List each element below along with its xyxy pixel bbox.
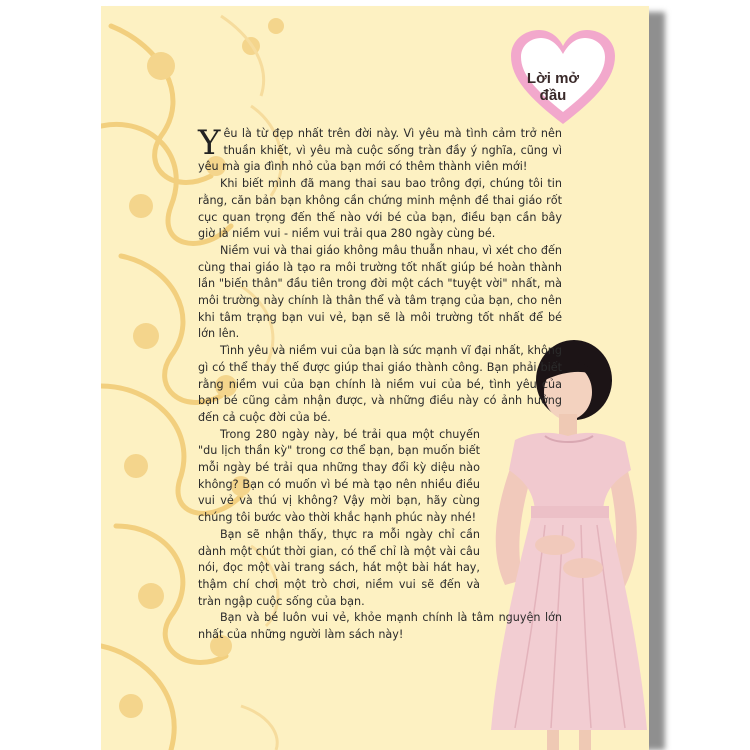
paragraph-2: Khi biết mình đã mang thai sau bao trông đợi, chúng tôi tin rằng, căn bản bạn không cần chứng minh mệnh đề thai giáo rốt cục quan trọng đến thế nào với bé của bạn, điều bạn cần bây giờ là niềm vui - niềm vui trải qua 280 ngày cùng bé.: [198, 177, 562, 241]
preface-text: [198, 123, 562, 644]
paragraph-1: [198, 123, 562, 176]
paragraph-4: Tình yêu và niềm vui của bạn là sức mạnh vĩ đại nhất, không gì có thể thay thế được giúp thai giáo thành công. Bạn phải biết rằng niềm vui của bạn chính là niềm vui của bé, tình yêu của bạn bé cũng cảm nhận được, và những điều này có ảnh hưởng đến cả cuộc đời của bé.: [198, 344, 562, 424]
drop-cap: Y: [198, 123, 221, 163]
paragraph-6: Bạn sẽ nhận thấy, thực ra mỗi ngày chỉ cần dành một chút thời gian, có thể chỉ là một vài câu nói, đọc một vài trang sách, hát một bài hát hay, thậm chí chơi một trò chơi, niềm vui sẽ đến và tràn ngập cuộc sống của bạn.: [198, 527, 480, 608]
title-line-2: đầu: [539, 87, 567, 104]
paragraph-1-text: êu là từ đẹp nhất trên đời này. Vì yêu mà tình cảm trở nên thuần khiết, vì yêu mà cuộc sống tràn đầy ý nghĩa, cũng vì yêu mà gia đình nhỏ của bạn mới có thêm thành viên mới!: [198, 127, 562, 174]
title-line-1: Lời mở: [526, 70, 580, 87]
page-title: [519, 70, 587, 104]
paragraph-3: Niềm vui và thai giáo không mâu thuẫn nhau, vì xét cho đến cùng thai giáo là tạo ra môi trường tốt nhất giúp bé hoàn thành lần "biến thân" đầu tiên trong đời một cách "tuyệt vời" nhất, mà môi trường này chính là thân thể và tâm trạng của bạn, cho nên khi tâm trạng bạn vui vẻ, bạn sẽ là môi trường tốt nhất để bé lớn lên.: [198, 243, 562, 341]
book-page: [101, 6, 649, 750]
paragraph-5: Trong 280 ngày này, bé trải qua một chuyến "du lịch thần kỳ" trong cơ thể bạn, bạn muốn biết mỗi ngày bé trải qua những thay đổi kỳ diệu nào không? Bạn có muốn vì bé mà tạo nên nhiều điều vui vẻ và thú vị không? Vậy mời bạn, hãy cùng chúng tôi bước vào thời khắc hạnh phúc này nhé!: [198, 427, 480, 525]
paragraph-7: Bạn và bé luôn vui vẻ, khỏe mạnh chính là tâm nguyện lớn nhất của những người làm sách này!: [198, 611, 562, 642]
